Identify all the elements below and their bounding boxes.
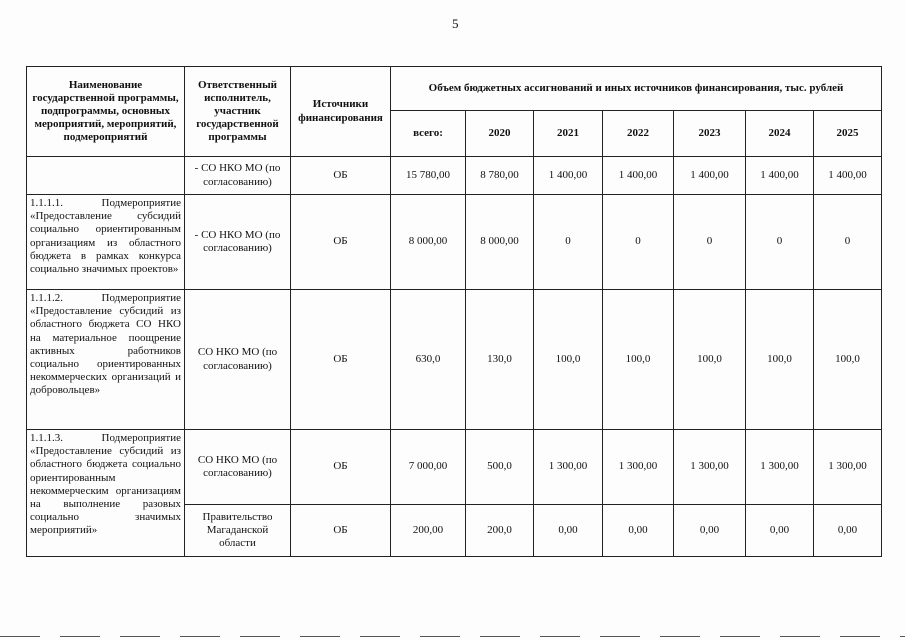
row-executor: - СО НКО МО (по согласованию) xyxy=(185,157,291,195)
header-total: всего: xyxy=(391,111,466,157)
row-source: ОБ xyxy=(291,195,391,290)
row-name: 1.1.1.2. Подмероприятие «Предоставление субсидий из областного бюджета СО НКО на материальное поощрение активных работников социально ориентированных некоммерческих организаций и добровольцев» xyxy=(27,290,185,430)
table-row xyxy=(27,157,882,195)
row-name: 1.1.1.3. Подмероприятие «Предоставление субсидий из областного бюджета социально ориентированным некоммерческим организациям на выполнение разовых социально значимых мероприятий» xyxy=(27,430,185,557)
table-row xyxy=(27,195,882,290)
cell-total: 630,0 xyxy=(391,290,466,430)
header-year-2022: 2022 xyxy=(603,111,674,157)
cell-2024: 1 300,00 xyxy=(746,430,814,505)
table-row xyxy=(27,290,882,430)
table-row xyxy=(27,430,882,505)
cell-2022: 0 xyxy=(603,195,674,290)
cell-2024: 0,00 xyxy=(746,505,814,557)
header-source: Источники финансирования xyxy=(291,67,391,157)
cell-2020: 130,0 xyxy=(466,290,534,430)
cell-2025: 0 xyxy=(814,195,882,290)
header-budget-group: Объем бюджетных ассигнований и иных источников финансирования, тыс. рублей xyxy=(391,67,882,111)
row-source: ОБ xyxy=(291,430,391,505)
cell-2023: 0 xyxy=(674,195,746,290)
row-executor: СО НКО МО (по согласованию) xyxy=(185,430,291,505)
cell-2023: 100,0 xyxy=(674,290,746,430)
cell-total: 200,00 xyxy=(391,505,466,557)
cell-2022: 1 400,00 xyxy=(603,157,674,195)
row-executor: СО НКО МО (по согласованию) xyxy=(185,290,291,430)
cell-2023: 0,00 xyxy=(674,505,746,557)
cell-total: 8 000,00 xyxy=(391,195,466,290)
cell-2024: 100,0 xyxy=(746,290,814,430)
cell-2021: 0 xyxy=(534,195,603,290)
header-year-2021: 2021 xyxy=(534,111,603,157)
row-name-empty xyxy=(27,157,185,195)
cell-2023: 1 300,00 xyxy=(674,430,746,505)
row-executor: - СО НКО МО (по согласованию) xyxy=(185,195,291,290)
row-executor: Правительство Магаданской области xyxy=(185,505,291,557)
page-number: 5 xyxy=(452,16,459,31)
cell-2025: 100,0 xyxy=(814,290,882,430)
cell-2021: 1 300,00 xyxy=(534,430,603,505)
header-year-2023: 2023 xyxy=(674,111,746,157)
row-source: ОБ xyxy=(291,505,391,557)
cell-2022: 100,0 xyxy=(603,290,674,430)
header-year-2024: 2024 xyxy=(746,111,814,157)
cell-2020: 8 000,00 xyxy=(466,195,534,290)
cell-total: 15 780,00 xyxy=(391,157,466,195)
row-source: ОБ xyxy=(291,157,391,195)
cell-2025: 1 300,00 xyxy=(814,430,882,505)
header-year-2025: 2025 xyxy=(814,111,882,157)
cell-2025: 1 400,00 xyxy=(814,157,882,195)
cell-2025: 0,00 xyxy=(814,505,882,557)
cell-2021: 1 400,00 xyxy=(534,157,603,195)
scan-artifact-line xyxy=(0,636,905,637)
header-row-1 xyxy=(27,67,882,111)
cell-2024: 1 400,00 xyxy=(746,157,814,195)
header-name: Наименование государственной программы, подпрограммы, основных мероприятий, мероприятий, подмероприятий xyxy=(27,67,185,157)
cell-2021: 100,0 xyxy=(534,290,603,430)
cell-2020: 8 780,00 xyxy=(466,157,534,195)
cell-2020: 500,0 xyxy=(466,430,534,505)
header-executor: Ответственный исполнитель, участник государственной программы xyxy=(185,67,291,157)
cell-total: 7 000,00 xyxy=(391,430,466,505)
cell-2021: 0,00 xyxy=(534,505,603,557)
cell-2024: 0 xyxy=(746,195,814,290)
header-year-2020: 2020 xyxy=(466,111,534,157)
budget-table xyxy=(26,66,882,557)
cell-2023: 1 400,00 xyxy=(674,157,746,195)
cell-2022: 0,00 xyxy=(603,505,674,557)
cell-2022: 1 300,00 xyxy=(603,430,674,505)
row-source: ОБ xyxy=(291,290,391,430)
cell-2020: 200,0 xyxy=(466,505,534,557)
row-name: 1.1.1.1. Подмероприятие «Предоставление субсидий социально ориентированным организациям из областного бюджета в рамках конкурса социально значимых проектов» xyxy=(27,195,185,290)
